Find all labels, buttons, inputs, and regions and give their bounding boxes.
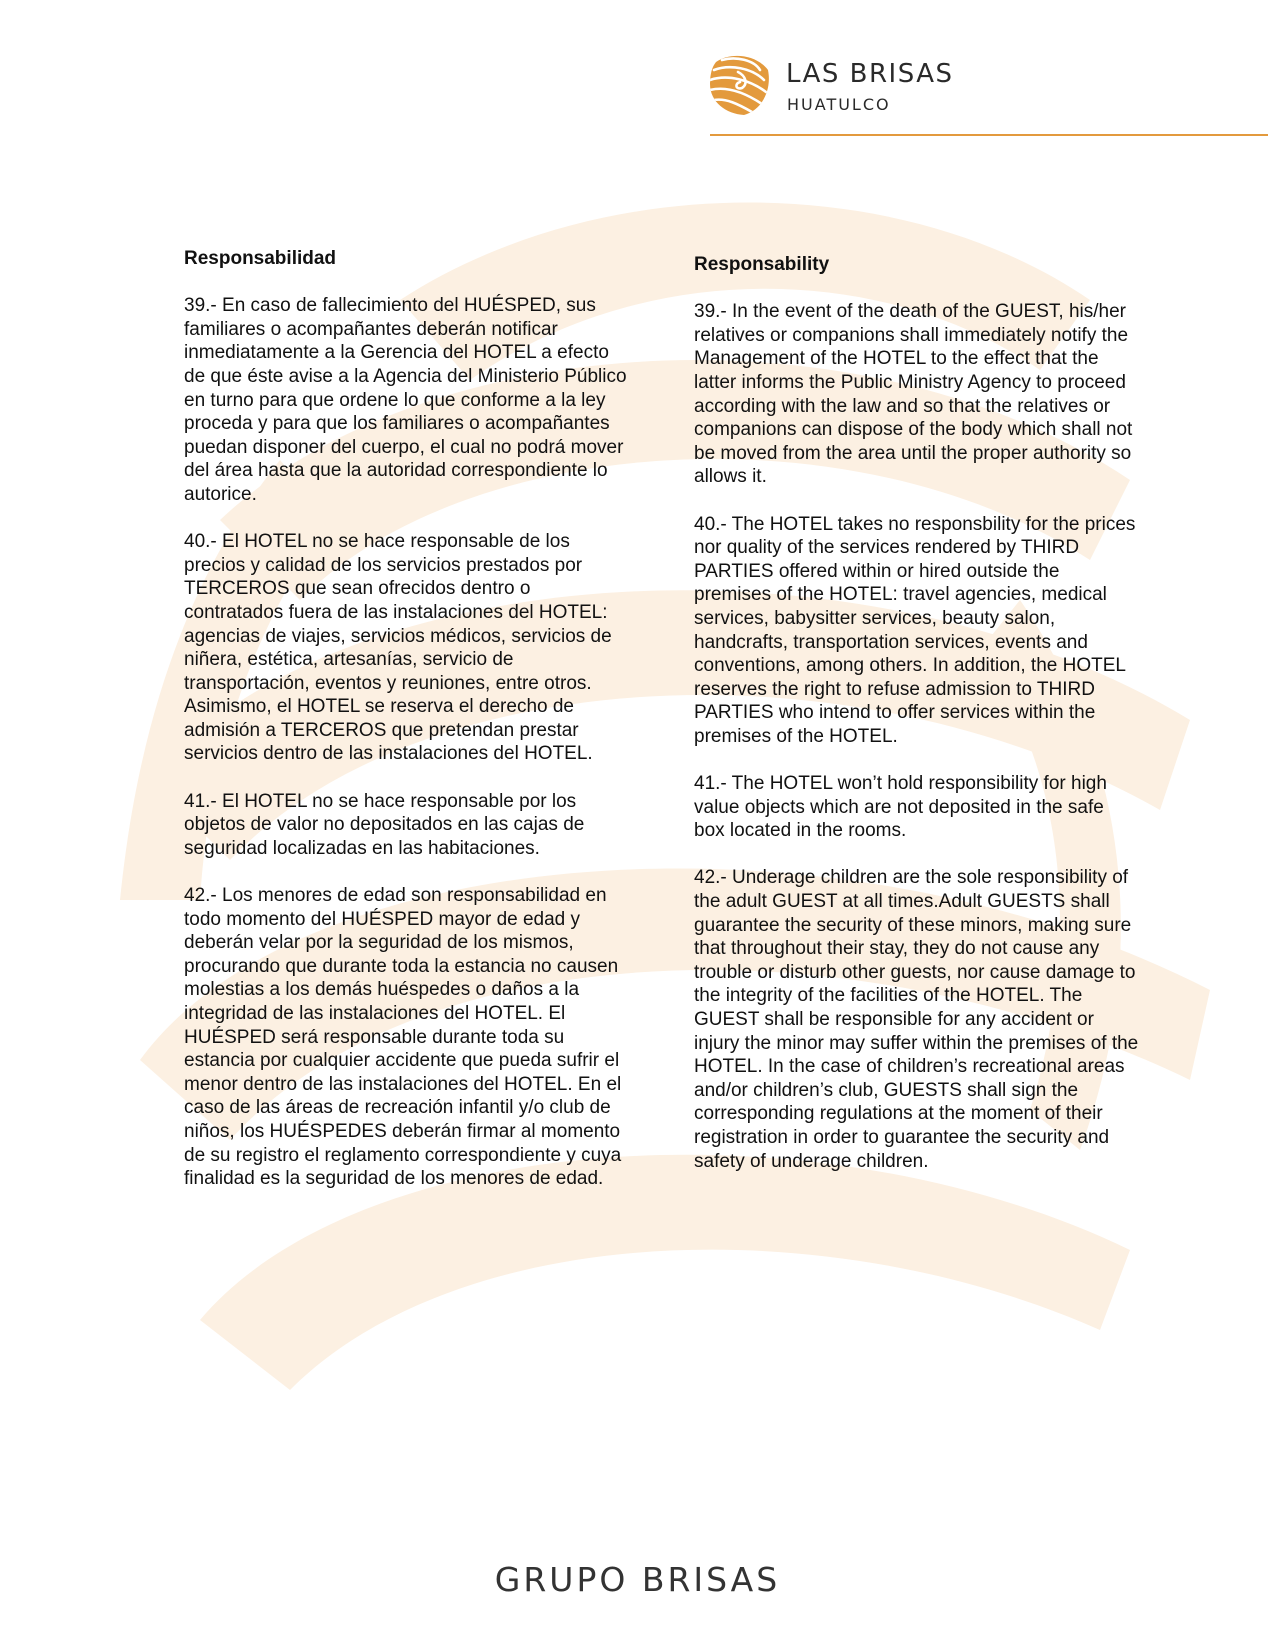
clause-42-es: 42.- Los menores de edad son responsabilidad en todo momento del HUÉSPED mayor de edad y deberán velar por la seguridad de los mismos, procurando que durante toda la estancia no causen molestias a los demás huéspedes o daños a la integridad de las instalaciones del HOTEL. El HUÉSPED será responsable durante toda su estancia por cualquier accidente que pueda sufrir el menor dentro de las instalaciones del HOTEL. En el caso de las áreas de recreación infantil y/o club de niños, los HUÉSPEDES deberán firmar al momento de su registro el reglamento correspondiente y cuya finalidad es la seguridad de los menores de edad.: [184, 885, 622, 1190]
clause-41-en: 41.- The HOTEL won’t hold responsibility for high value objects which are not deposited in the safe box located in the rooms.: [694, 773, 1107, 842]
english-column: [694, 253, 1139, 1197]
clause-40-en: 40.- The HOTEL takes no responsbility for the prices nor quality of the services rendered by THIRD PARTIES offered within or hired outside the premises of the HOTEL: travel agencies, medical services, babysitter services, beauty salon, handcrafts, transportation services, events and conventions, among others. In addition, the HOTEL reserves the right to refuse admission to THIRD PARTIES who intend to offer services within the premises of the HOTEL.: [694, 513, 1136, 747]
brand-title: LAS BRISAS: [786, 59, 954, 89]
section-title-en: Responsability: [694, 254, 830, 275]
spanish-column: [184, 247, 629, 1214]
clause-39-en: 39.- In the event of the death of the GUEST, his/her relatives or companions shall immediately notify the Management of the HOTEL to the effect that the latter informs the Public Ministry Agency to proceed according with the law and so that the relatives or companions can dispose of the body which shall not be moved from the area until the proper authority so allows it.: [694, 301, 1133, 488]
brand-logo: [708, 50, 968, 120]
wave-logo-icon: [708, 52, 770, 116]
brand-subtitle: HUATULCO: [787, 95, 891, 114]
footer-brand: GRUPO BRISAS: [494, 1560, 781, 1599]
section-title-es: Responsabilidad: [184, 248, 337, 269]
clause-41-es: 41.- El HOTEL no se hace responsable por los objetos de valor no depositados en las cajas de seguridad localizadas en las habitaciones.: [184, 790, 585, 859]
clause-39-es: 39.- En caso de fallecimiento del HUÉSPED, sus familiares o acompañantes deberán notificar inmediatamente a la Gerencia del HOTEL a efecto de que éste avise a la Agencia del Ministerio Público en turno para que ordene lo que conforme a la ley proceda y para que los familiares o acompañantes puedan disponer del cuerpo, el cual no podrá mover del área hasta que la autoridad correspondiente lo autorice.: [184, 295, 627, 505]
clause-40-es: 40.- El HOTEL no se hace responsable de los precios y calidad de los servicios prestados por TERCEROS que sean ofrecidos dentro o contratados fuera de las instalaciones del HOTEL: agencias de viajes, servicios médicos, servicios de niñera, estética, artesanías, servicio de transportación, eventos y reuniones, entre otros. Asimismo, el HOTEL se reserva el derecho de admisión a TERCEROS que pretendan prestar servicios dentro de las instalaciones del HOTEL.: [184, 531, 612, 765]
clause-42-en: 42.- Underage children are the sole responsibility of the adult GUEST at all times.Adult GUESTS shall guarantee the security of these minors, making sure that throughout their stay, they do not cause any trouble or disturb other guests, nor cause damage to the integrity of the facilities of the HOTEL. The GUEST shall be responsible for any accident or injury the minor may suffer within the premises of the HOTEL. In the case of children’s recreational areas and/or children’s club, GUESTS shall sign the corresponding regulations at the moment of their registration in order to guarantee the security and safety of underage children.: [694, 867, 1139, 1172]
header-divider: [710, 134, 1268, 136]
